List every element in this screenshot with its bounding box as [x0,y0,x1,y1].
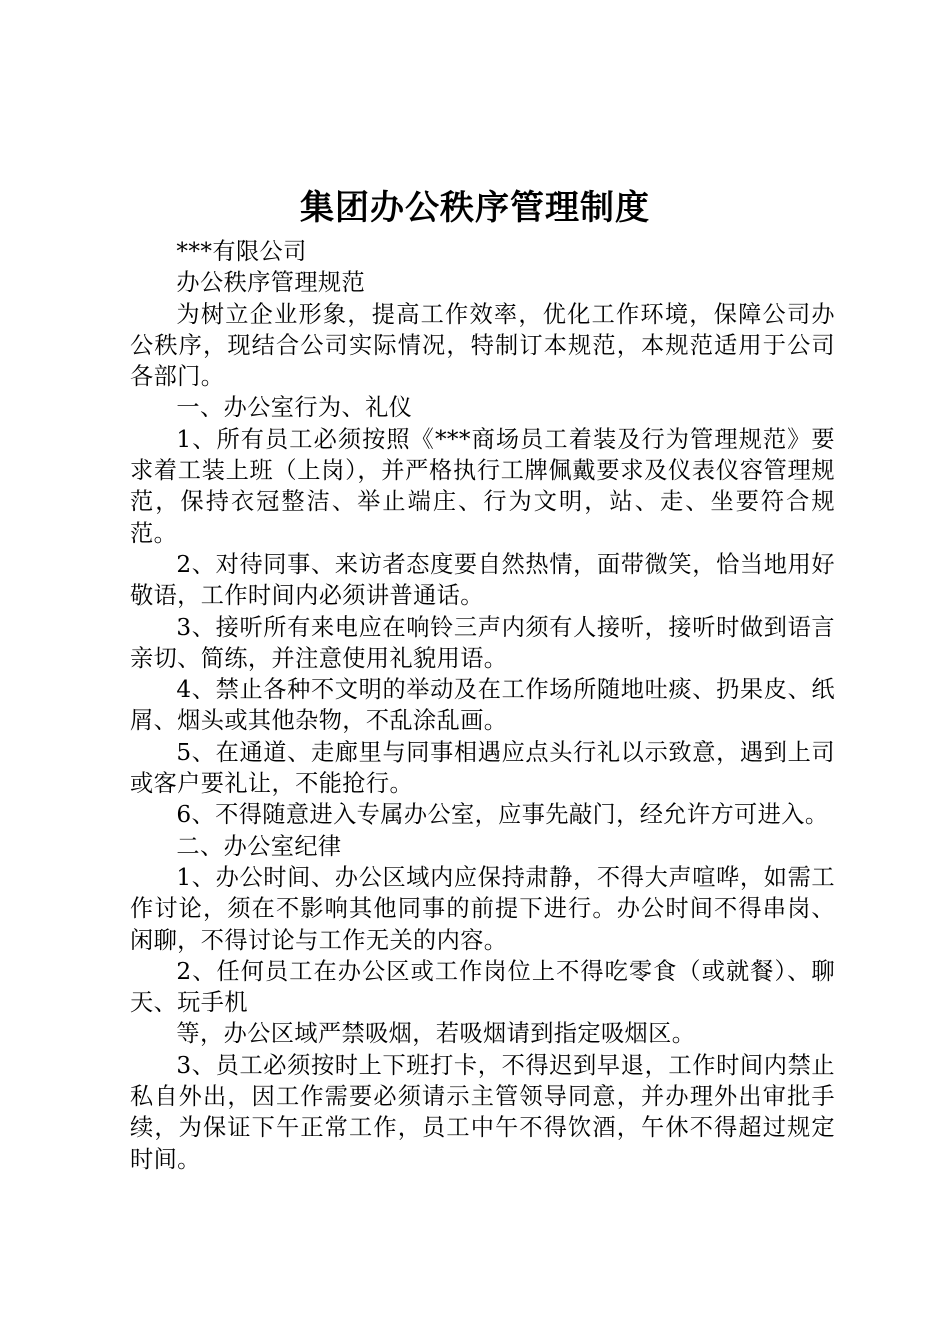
section-2-item-3: 3、员工必须按时上下班打卡，不得迟到早退，工作时间内禁止私自外出，因工作需要必须请示主管领导同意，并办理外出审批手续，为保证下午正常工作，员工中午不得饮酒，午休不得超过规定时间。 [130,1051,835,1173]
section-2-item-2: 2、任何员工在办公区或工作岗位上不得吃零食（或就餐）、聊天、玩手机 [130,957,835,1017]
section-1-item-6: 6、不得随意进入专属办公室，应事先敲门，经允许方可进入。 [176,801,829,829]
section-1-item-3: 3、接听所有来电应在响铃三声内须有人接听，接听时做到语言亲切、简练，并注意使用礼貌用语。 [130,613,835,672]
section-heading-2: 二、办公室纪律 [176,832,342,860]
document-title: 集团办公秩序管理制度 [300,188,650,228]
document-body [130,236,835,1175]
section-1-item-4: 4、禁止各种不文明的举动及在工作场所随地吐痰、扔果皮、纸屑、烟头或其他杂物，不乱涂乱画。 [130,676,835,735]
company-name: ***有限公司 [176,238,307,265]
section-heading-1: 一、办公室行为、礼仪 [176,394,413,422]
subtitle: 办公秩序管理规范 [176,269,366,297]
intro-paragraph: 为树立企业形象，提高工作效率，优化工作环境，保障公司办公秩序，现结合公司实际情况，特制订本规范，本规范适用于公司各部门。 [130,300,835,391]
section-1-item-5: 5、在通道、走廊里与同事相遇应点头行礼以示致意，遇到上司或客户要礼让，不能抢行。 [130,738,835,798]
section-1-item-2: 2、对待同事、来访者态度要自然热情，面带微笑，恰当地用好敬语，工作时间内必须讲普通话。 [130,550,835,610]
section-2-item-1: 1、办公时间、办公区域内应保持肃静，不得大声喧哗，如需工作讨论，须在不影响其他同事的前提下进行。办公时间不得串岗、闲聊，不得讨论与工作无关的内容。 [130,863,835,954]
section-1-item-1: 1、所有员工必须按照《***商场员工着装及行为管理规范》要求着工装上班（上岗），并严格执行工牌佩戴要求及仪表仪容管理规范，保持衣冠整洁、举止端庄、行为文明，站、走、坐要符合规范。 [130,425,835,547]
section-2-item-2-continued: 等，办公区域严禁吸烟，若吸烟请到指定吸烟区。 [176,1020,696,1048]
